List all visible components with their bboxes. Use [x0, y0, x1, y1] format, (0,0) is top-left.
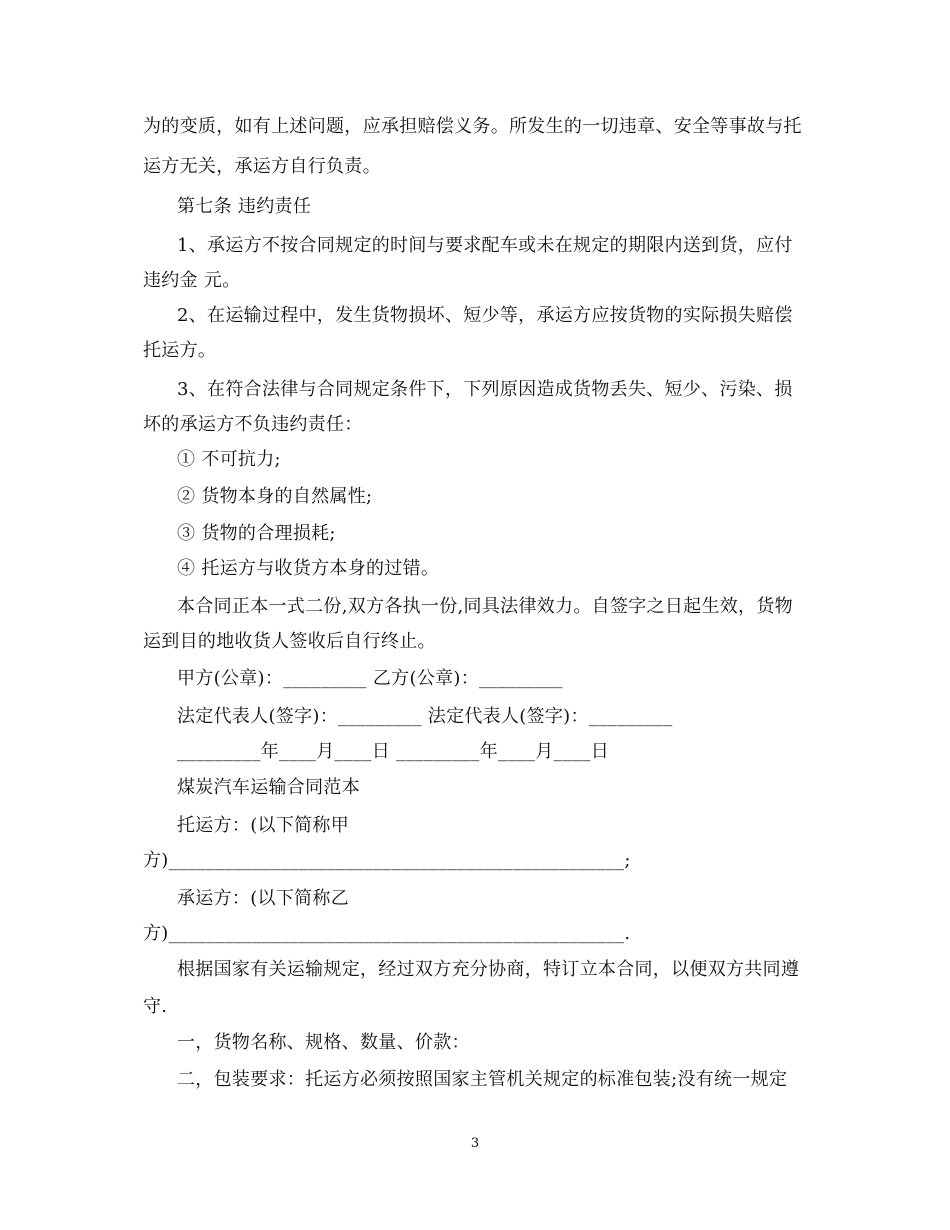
section-heading: 第七条 违约责任 [177, 196, 312, 217]
text-line: 承运方：(以下简称乙 [177, 888, 350, 909]
list-item: ① 不可抗力; [177, 449, 281, 470]
signature-line: 甲方(公章)：_________ 乙方(公章)：_________ [177, 668, 563, 689]
text-line: 方)_________________________________________________; [143, 850, 631, 871]
list-item: ④ 托运方与收货方本身的过错。 [177, 558, 440, 579]
list-item: ② 货物本身的自然属性; [177, 486, 373, 507]
text-line: 守. [143, 996, 168, 1017]
text-line: 方)_________________________________________________. [143, 923, 631, 944]
text-line: 运方无关，承运方自行负责。 [143, 156, 381, 177]
document-title: 煤炭汽车运输合同范本 [177, 777, 360, 798]
list-item: ③ 货物的合理损耗; [177, 523, 336, 544]
text-line: 为的变质，如有上述问题，应承担赔偿义务。所发生的一切违章、安全等事故与托 [143, 116, 802, 137]
page-number: 3 [470, 1136, 480, 1151]
text-line: 托运方：(以下简称甲 [177, 815, 350, 836]
text-line: 一，货物名称、规格、数量、价款： [177, 1032, 470, 1053]
text-line: 违约金 元。 [143, 270, 241, 291]
text-line: 根据国家有关运输规定，经过双方充分协商，特订立本合同，以便双方共同遵 [177, 959, 800, 980]
text-line: 二，包装要求：托运方必须按照国家主管机关规定的标准包装;没有统一规定 [177, 1069, 788, 1090]
text-line: 托运方。 [143, 340, 217, 361]
text-line: 坏的承运方不负违约责任： [143, 414, 363, 435]
text-line: 运到目的地收货人签收后自行终止。 [143, 631, 436, 652]
text-line: 1、承运方不按合同规定的时间与要求配车或未在规定的期限内送到货，应付 [177, 235, 793, 256]
signature-line: 法定代表人(签字)：_________ 法定代表人(签字)：_________ [177, 706, 673, 727]
date-line: _________年____月____日 _________年____月____日 [177, 741, 610, 762]
text-line: 3、在符合法律与合同规定条件下，下列原因造成货物丢失、短少、污染、损 [177, 379, 793, 400]
text-line: 2、在运输过程中，发生货物损坏、短少等，承运方应按货物的实际损失赔偿 [177, 305, 793, 326]
text-line: 本合同正本一式二份,双方各执一份,同具法律效力。自签字之日起生效，货物 [177, 596, 793, 617]
